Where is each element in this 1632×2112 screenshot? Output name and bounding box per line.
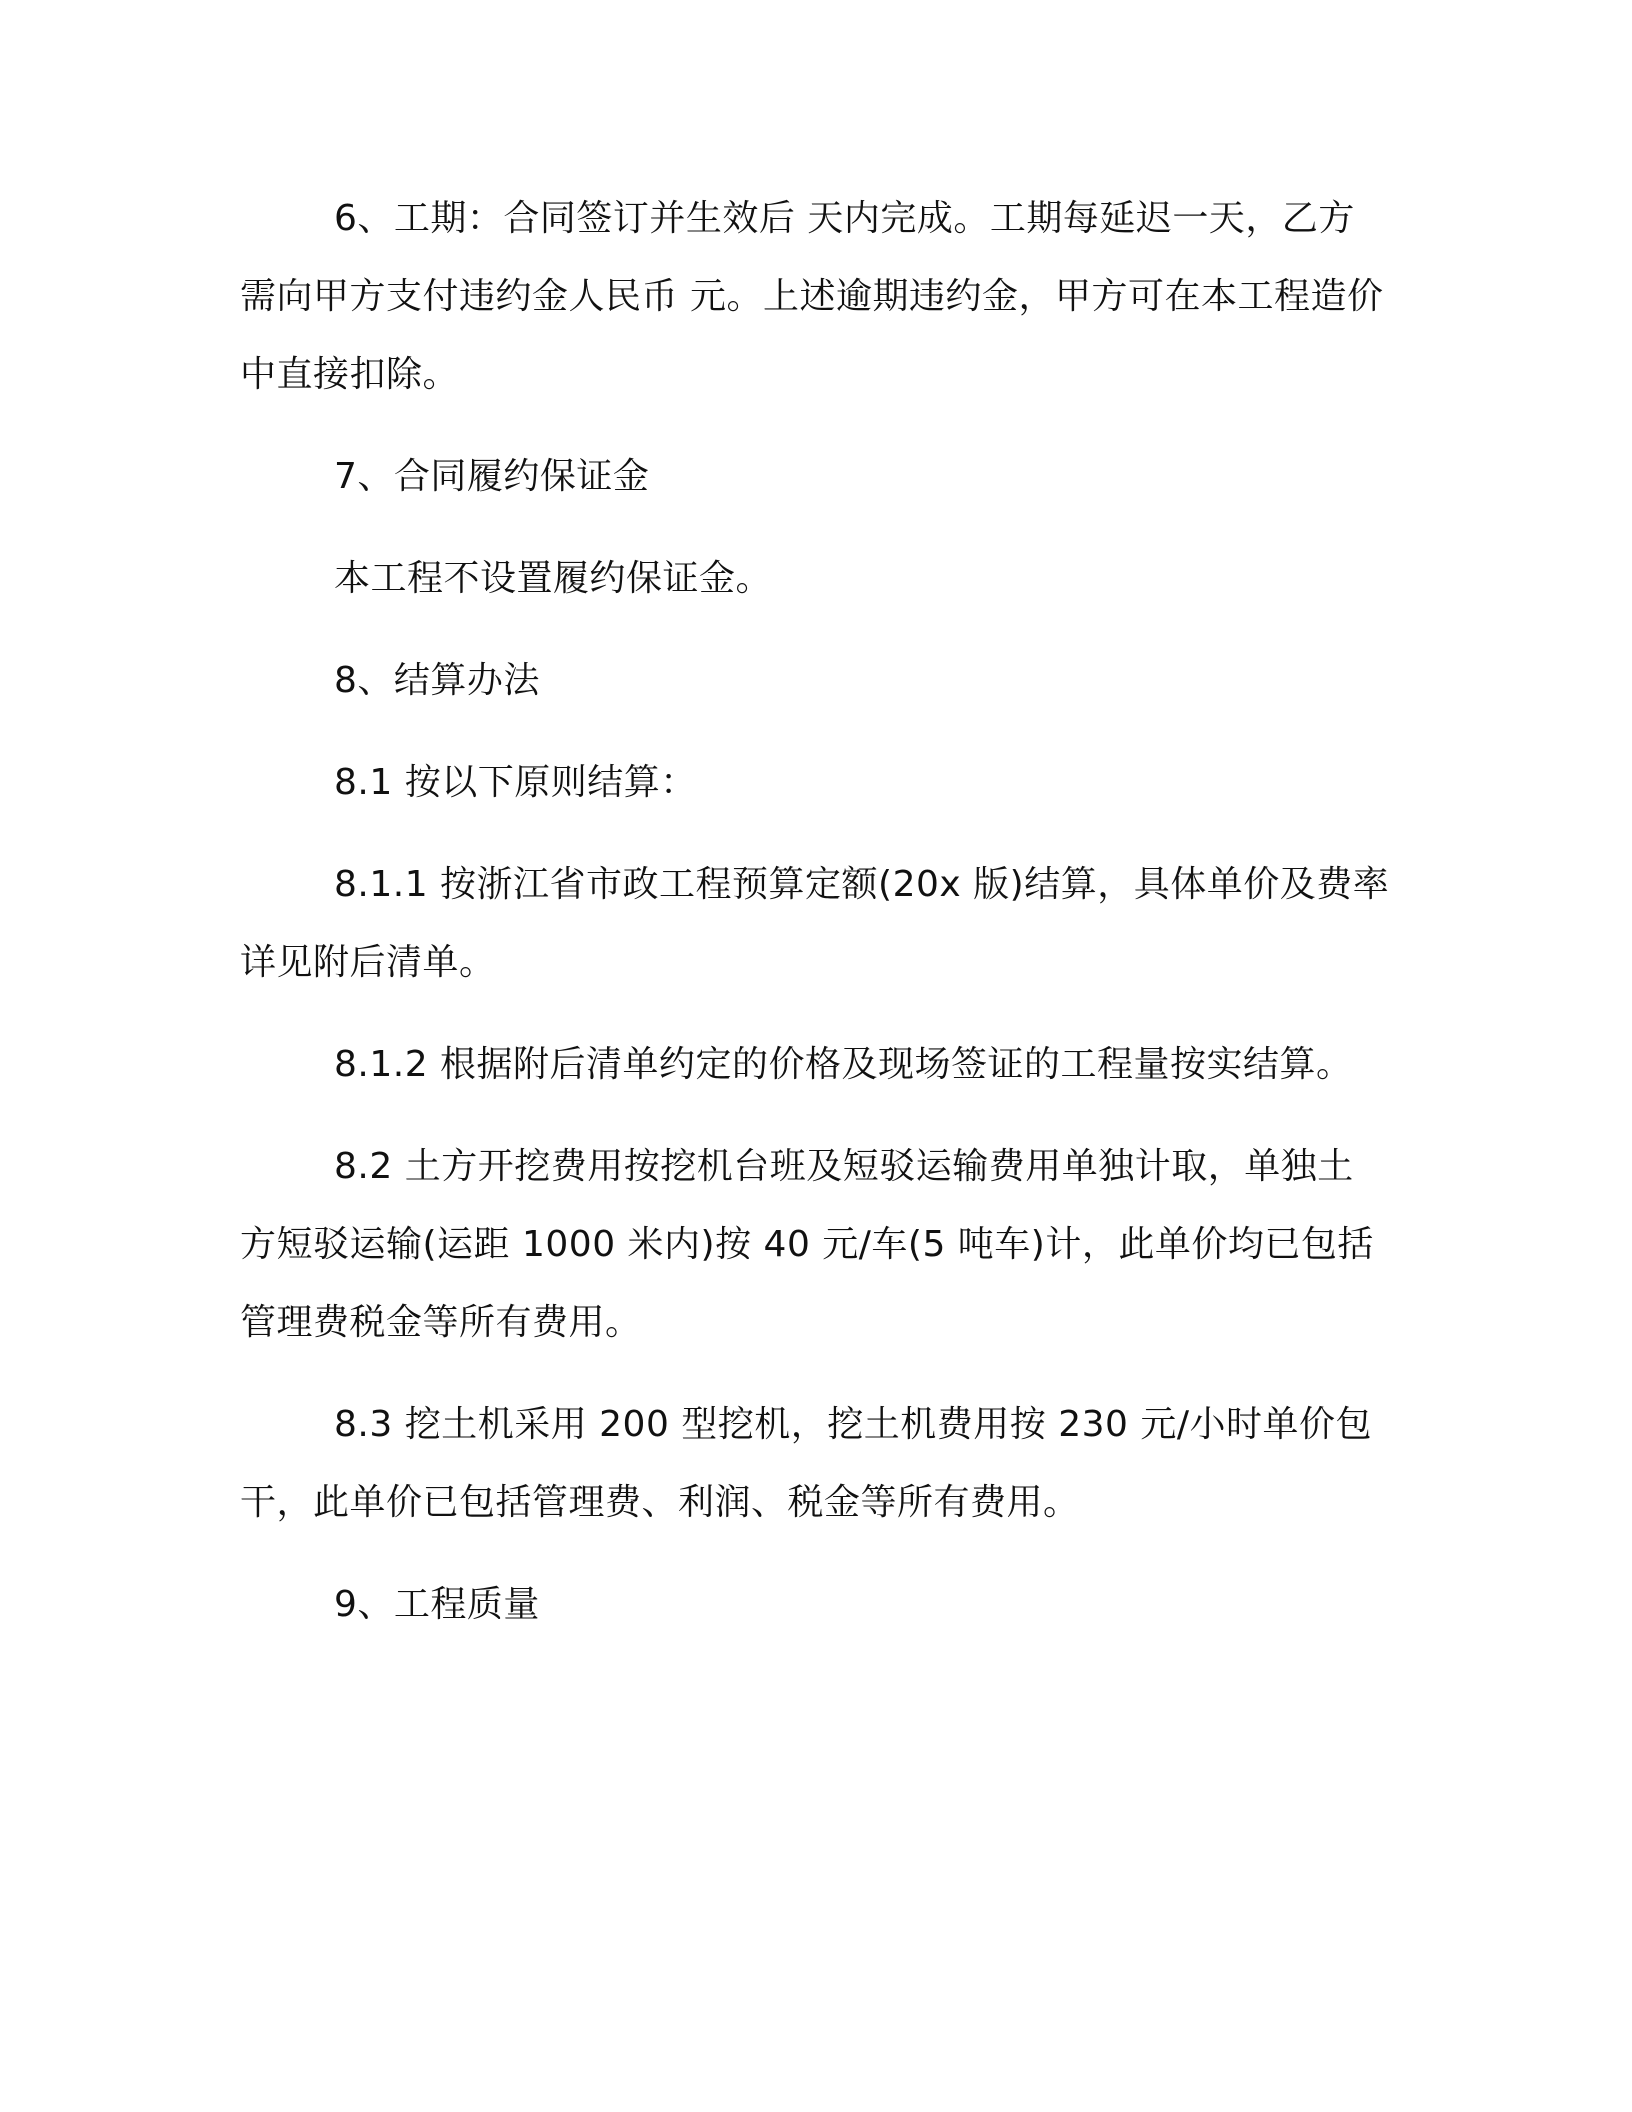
clause-8-heading: 8、结算办法 bbox=[334, 660, 540, 701]
clause-8-3: 8.3 挖土机采用 200 型挖机，挖土机费用按 230 元/小时单价包干，此单价已包括管理费、利润、税金等所有费用。 bbox=[240, 1404, 1373, 1523]
document-page bbox=[240, 180, 1390, 1668]
clause-8-1: 8.1 按以下原则结算： bbox=[334, 762, 697, 803]
clause-8-1-2: 8.1.2 根据附后清单约定的价格及现场签证的工程量按实结算。 bbox=[334, 1044, 1353, 1085]
clause-9-heading: 9、工程质量 bbox=[334, 1584, 540, 1625]
clause-8-2: 8.2 土方开挖费用按挖机台班及短驳运输费用单独计取，单独土方短驳运输(运距 1000 米内)按 40 元/车(5 吨车)计，此单价均已包括管理费税金等所有费用。 bbox=[240, 1146, 1374, 1343]
clause-6-construction-period: 6、工期：合同签订并生效后 天内完成。工期每延迟一天，乙方需向甲方支付违约金人民币 元。上述逾期违约金，甲方可在本工程造价中直接扣除。 bbox=[240, 198, 1384, 395]
clause-7-heading: 7、合同履约保证金 bbox=[334, 456, 650, 497]
clause-7-body: 本工程不设置履约保证金。 bbox=[334, 558, 773, 599]
clause-8-1-1: 8.1.1 按浙江省市政工程预算定额(20x 版)结算，具体单价及费率详见附后清单。 bbox=[240, 864, 1390, 983]
